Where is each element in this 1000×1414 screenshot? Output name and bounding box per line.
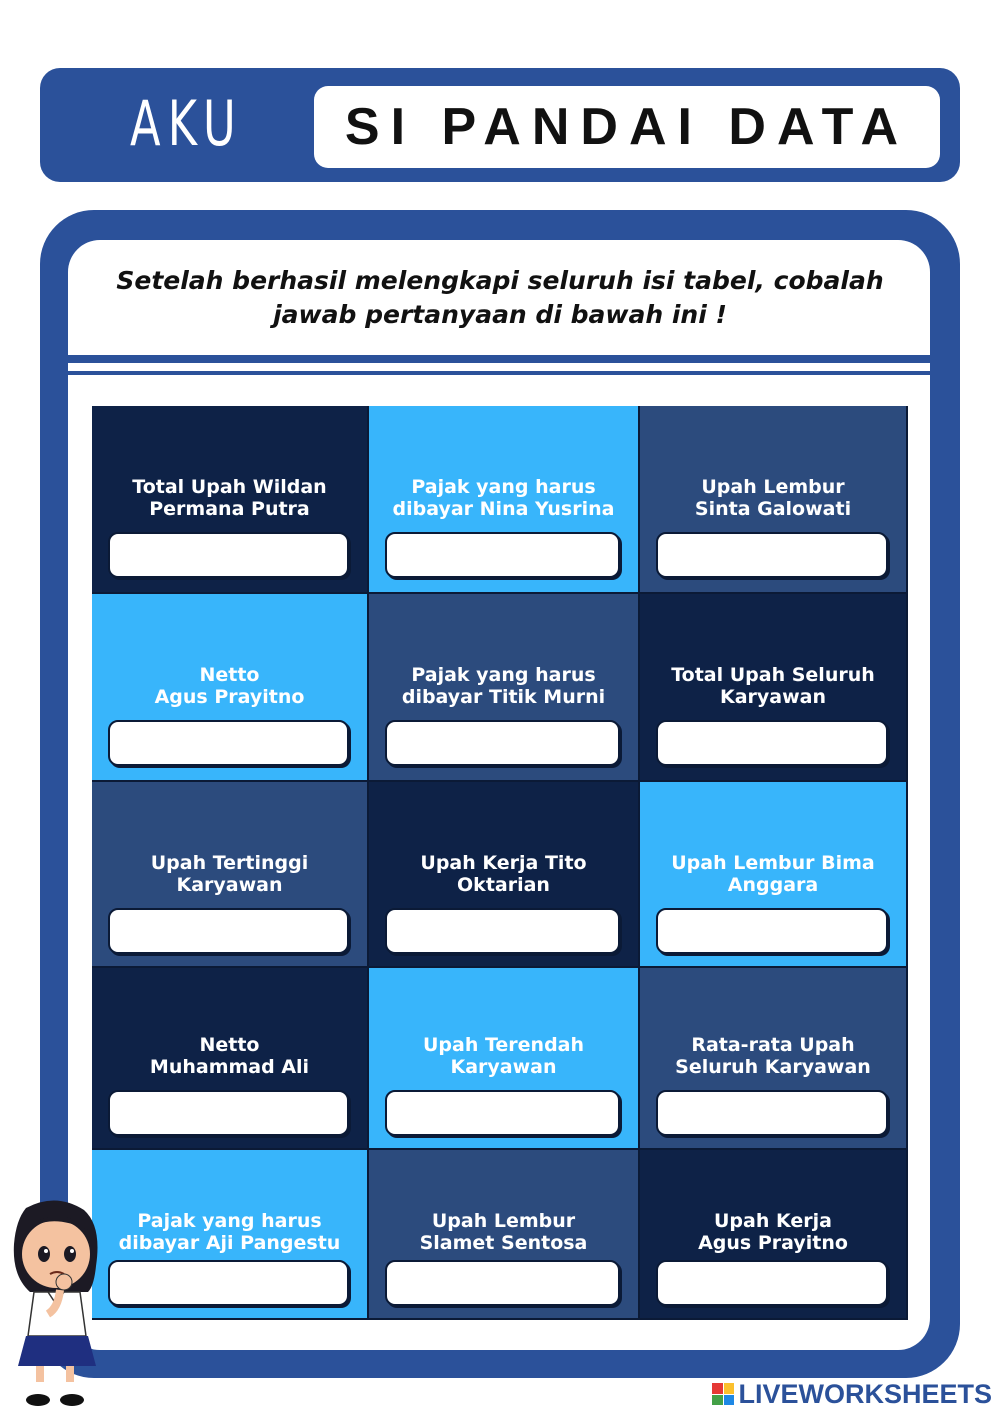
liveworksheets-brand xyxy=(712,1376,992,1412)
question-cell xyxy=(369,968,640,1150)
brand-text: LIVEWORKSHEETS xyxy=(738,1378,992,1409)
question-cell xyxy=(92,406,369,594)
question-label: Upah Lembur Sinta Galowati xyxy=(694,476,852,520)
answer-input[interactable] xyxy=(108,1090,349,1136)
divider xyxy=(68,371,930,375)
answer-input[interactable] xyxy=(385,1090,620,1136)
question-label: Total Upah Seluruh Karyawan xyxy=(671,664,875,708)
answer-input[interactable] xyxy=(108,720,349,766)
question-label: Upah Tertinggi Karyawan xyxy=(150,852,309,896)
answer-input[interactable] xyxy=(656,908,888,954)
question-grid xyxy=(92,406,908,1320)
answer-input[interactable] xyxy=(656,1090,888,1136)
answer-input[interactable] xyxy=(385,532,620,578)
liveworksheets-logo-icon xyxy=(712,1383,734,1405)
question-label: Netto Agus Prayitno xyxy=(154,664,305,708)
question-label: Pajak yang harus dibayar Titik Murni xyxy=(401,664,606,708)
answer-input[interactable] xyxy=(108,1260,349,1306)
instruction-text: Setelah berhasil melengkapi seluruh isi tabel, cobalah jawab pertanyaan di bawah ini ! xyxy=(116,266,884,329)
answer-input[interactable] xyxy=(656,1260,888,1306)
question-label: Upah Kerja Tito Oktarian xyxy=(420,852,587,896)
answer-input[interactable] xyxy=(108,908,349,954)
answer-input[interactable] xyxy=(656,532,888,578)
header-title-box xyxy=(314,86,940,168)
question-cell xyxy=(369,1150,640,1320)
question-cell xyxy=(92,594,369,782)
question-label: Rata-rata Upah Seluruh Karyawan xyxy=(675,1034,871,1078)
question-cell xyxy=(369,594,640,782)
thinking-girl-illustration xyxy=(4,1196,108,1408)
question-cell xyxy=(640,968,908,1150)
answer-input[interactable] xyxy=(656,720,888,766)
answer-input[interactable] xyxy=(108,532,349,578)
question-cell xyxy=(640,406,908,594)
question-cell xyxy=(640,1150,908,1320)
question-cell xyxy=(640,782,908,968)
answer-input[interactable] xyxy=(385,908,620,954)
question-label: Pajak yang harus dibayar Aji Pangestu xyxy=(118,1210,341,1254)
question-label: Netto Muhammad Ali xyxy=(149,1034,310,1078)
question-label: Upah Lembur Slamet Sentosa xyxy=(419,1210,588,1254)
question-label: Total Upah Wildan Permana Putra xyxy=(132,476,327,520)
question-cell xyxy=(92,968,369,1150)
question-cell xyxy=(92,782,369,968)
question-label: Pajak yang harus dibayar Nina Yusrina xyxy=(392,476,615,520)
question-cell xyxy=(369,406,640,594)
answer-input[interactable] xyxy=(385,1260,620,1306)
page-title: SI PANDAI DATA xyxy=(344,98,910,156)
question-label: Upah Terendah Karyawan xyxy=(422,1034,585,1078)
divider xyxy=(68,355,930,363)
answer-input[interactable] xyxy=(385,720,620,766)
question-cell xyxy=(640,594,908,782)
question-cell xyxy=(92,1150,369,1320)
question-cell xyxy=(369,782,640,968)
question-label: Upah Kerja Agus Prayitno xyxy=(698,1210,848,1254)
question-label: Upah Lembur Bima Anggara xyxy=(671,852,875,896)
header-aku: AKU xyxy=(130,87,243,160)
